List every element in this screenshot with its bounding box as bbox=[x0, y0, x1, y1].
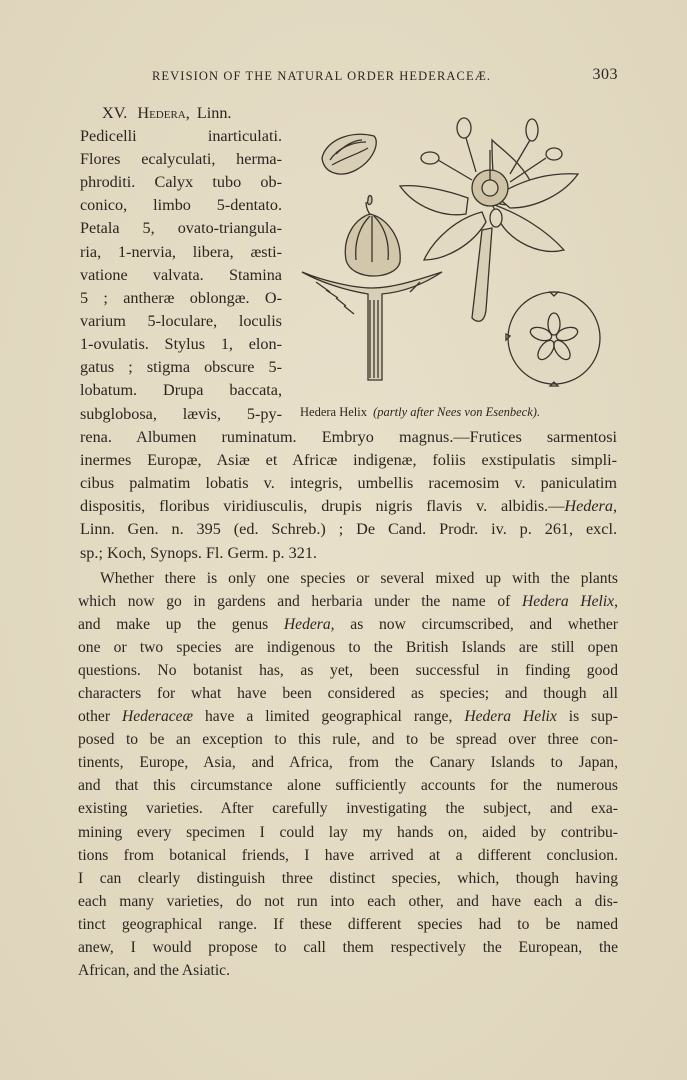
text-segment: and make up the genus bbox=[78, 616, 284, 634]
text-line: African, and the Asiatic. bbox=[78, 961, 230, 979]
text-line: subglobosa, lævis, 5-py- bbox=[80, 405, 282, 423]
text-line: characters for what have been considered as species; and though all bbox=[78, 685, 618, 703]
cross-section-drawing bbox=[506, 292, 600, 386]
running-header bbox=[152, 66, 618, 86]
text-line: Petala 5, ovato-triangula- bbox=[80, 219, 282, 238]
text-segment: , bbox=[614, 593, 619, 611]
genus-description-wide bbox=[80, 403, 617, 565]
running-title: REVISION OF THE NATURAL ORDER HEDERACEÆ. bbox=[152, 69, 492, 83]
genus-heading bbox=[80, 102, 282, 125]
text-line: Whether there is only one species or several mixed up with the plants bbox=[100, 570, 618, 587]
text-segment: as now circumscribed, and whether bbox=[334, 616, 618, 634]
caption-note: (partly after Nees von Esenbeck). bbox=[373, 405, 541, 419]
text-segment: other bbox=[78, 708, 122, 726]
fruit-drawing bbox=[302, 196, 442, 381]
text-segment: which now go in gardens and herbaria under the name of bbox=[78, 593, 522, 611]
text-line: rena. Albumen ruminatum. Embryo magnus.—Frutices sarmentosi bbox=[80, 428, 617, 447]
text-line: anew, I would propose to call them respectively the European, the bbox=[78, 938, 618, 956]
text-line bbox=[78, 590, 618, 613]
italic-species: Hedera Helix bbox=[464, 708, 557, 726]
caption-species: Hedera Helix bbox=[300, 405, 367, 419]
italic-species: Hedera Helix bbox=[521, 593, 615, 611]
seed-drawing bbox=[322, 134, 376, 174]
text-line bbox=[80, 495, 617, 518]
text-line: tinents, Europe, Asia, and Africa, from the Canary Islands to Japan, bbox=[78, 754, 618, 772]
italic-genus: Hedera, bbox=[283, 616, 335, 634]
text-line: sp.; Koch, Synops. Fl. Germ. p. 321. bbox=[80, 543, 317, 562]
italic-family: Hederaceæ bbox=[122, 708, 194, 726]
text-line: mining every specimen I could lay my hands on, aided by contribu- bbox=[78, 823, 618, 841]
text-line: questions. No botanist has, as yet, been successful in finding good bbox=[78, 662, 618, 680]
text-line: conico, limbo 5-dentato. bbox=[80, 196, 282, 215]
hedera-helix-illustration bbox=[296, 110, 616, 395]
text-line: Linn. Gen. n. 395 (ed. Schreb.) ; De Cand. Prodr. iv. p. 261, excl. bbox=[80, 520, 617, 539]
text-line: one or two species are indigenous to the British Islands are still open bbox=[78, 639, 618, 657]
genus-author: Linn. bbox=[196, 104, 232, 122]
text-line: tinct geographical range. If these different species had to be named bbox=[78, 915, 618, 933]
text-line: ria, 1-nervia, libera, æsti- bbox=[80, 242, 282, 261]
text-line: I can clearly distinguish three distinct species, which, though having bbox=[78, 869, 618, 887]
page-number: 303 bbox=[592, 66, 618, 83]
genus-number: XV. bbox=[102, 104, 128, 122]
text-line bbox=[78, 613, 618, 636]
text-line: varium 5-loculare, loculis bbox=[80, 311, 282, 330]
text-line: 1-ovulatis. Stylus 1, elon- bbox=[80, 334, 282, 353]
text-line bbox=[78, 705, 618, 728]
discussion-paragraph bbox=[78, 567, 618, 982]
text-line: vatione valvata. Stamina bbox=[80, 265, 282, 284]
text-line: phroditi. Calyx tubo ob- bbox=[80, 173, 282, 192]
text-line: Pedicelli inarticulati. bbox=[80, 127, 282, 146]
text-line: inermes Europæ, Asiæ et Africæ indigenæ, foliis exstipulatis simpli- bbox=[80, 451, 617, 470]
flower-drawing bbox=[400, 118, 578, 321]
text-line: 5 ; antheræ oblongæ. O- bbox=[80, 288, 282, 307]
text-segment: have a limited geographical range, bbox=[193, 708, 465, 726]
text-line: existing varieties. After carefully investigating the subject, and exa- bbox=[78, 800, 618, 818]
genus-description-narrow bbox=[80, 102, 282, 402]
text-line: posed to be an exception to this rule, and to be spread over three con- bbox=[78, 731, 618, 749]
text-line: each many varieties, do not run into each other, and have each a dis- bbox=[78, 892, 618, 910]
text-line: lobatum. Drupa baccata, bbox=[80, 381, 282, 400]
text-line: tions from botanical friends, I have arrived at a different conclusion. bbox=[78, 846, 618, 864]
text-segment: dispositis, floribus viridiusculis, drupis nigris flavis v. albidis.— bbox=[80, 497, 565, 516]
genus-name: Hedera, bbox=[137, 104, 190, 122]
text-line: Flores ecalyculati, herma- bbox=[80, 150, 282, 169]
text-line: cibus palmatim lobatis v. integris, umbellis racemosim v. paniculatim bbox=[80, 474, 617, 493]
text-segment: is sup- bbox=[556, 708, 618, 726]
text-line: and that this circumstance alone sufficiently accounts for the numerous bbox=[78, 777, 618, 795]
text-line: gatus ; stigma obscure 5- bbox=[80, 358, 282, 377]
italic-genus: Hedera, bbox=[564, 497, 617, 516]
